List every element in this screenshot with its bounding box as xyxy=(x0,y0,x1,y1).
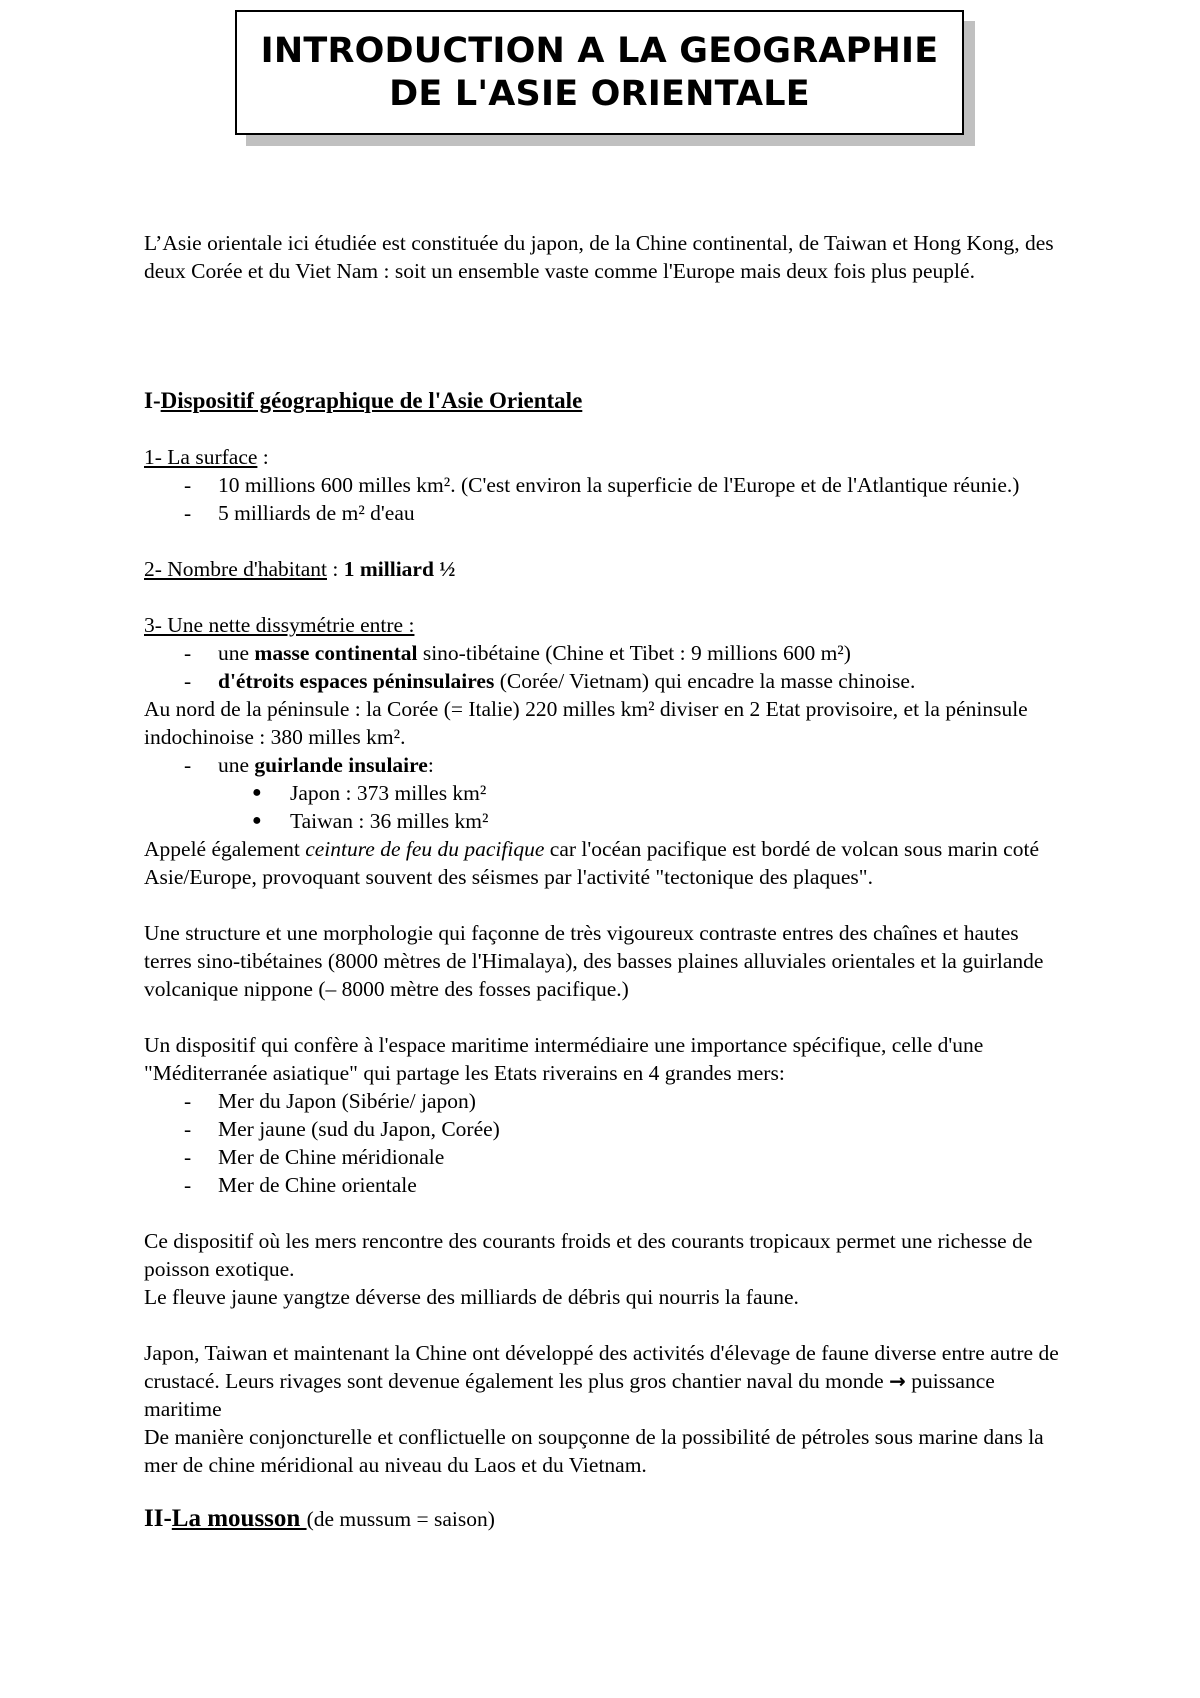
paragraph-text: Japon, Taiwan et maintenant la Chine ont développé des activités d'élevage de faune diverse entre autre de crustacé. Leurs rivages sont devenue également les plus gros chantier naval du monde xyxy=(144,1341,1059,1393)
islands-list xyxy=(144,779,1064,835)
surface-heading-suffix: : xyxy=(257,445,269,469)
peninsule-note: Au nord de la péninsule : la Corée (= Italie) 220 milles km² diviser en 2 Etat provisoire, et la péninsule indochinoise : 380 milles km². xyxy=(144,697,1028,749)
list-item xyxy=(144,639,1064,667)
ceinture-paragraph xyxy=(144,835,1064,891)
arrow-right-icon: → xyxy=(889,1369,906,1393)
dissymetrie-heading: 3- Une nette dissymétrie entre : xyxy=(144,613,415,637)
guirlande-list xyxy=(144,751,1064,779)
dissymetrie-list xyxy=(144,639,1064,695)
item-bold-text: masse continental xyxy=(254,641,418,665)
list-item xyxy=(144,751,1064,779)
list-item: - Mer de Chine orientale xyxy=(144,1171,1064,1199)
habitants-value: 1 milliard ½ xyxy=(343,557,456,581)
title-line-1: INTRODUCTION A LA GEOGRAPHIE xyxy=(260,30,939,71)
petrole-paragraph: De manière conjoncturelle et conflictuelle on soupçonne de la possibilité de pétroles sous marine dans la mer de chine méridional au niveau du Laos et du Vietnam. xyxy=(144,1425,1044,1477)
paragraph-italic-text: ceinture de feu du pacifique xyxy=(305,837,545,861)
habitants-sep: : xyxy=(327,557,344,581)
list-item: - Mer de Chine méridionale xyxy=(144,1143,1064,1171)
habitants-heading: 2- Nombre d'habitant xyxy=(144,557,327,581)
mers-list xyxy=(144,1087,1064,1199)
dispositif-paragraph: Un dispositif qui confère à l'espace maritime intermédiaire une importance spécifique, celle d'une "Méditerranée asiatique" qui partage les Etats riverains en 4 grandes mers: xyxy=(144,1033,984,1085)
document-body xyxy=(144,229,1064,1535)
title-box xyxy=(235,10,964,135)
section-1-title: Dispositif géographique de l'Asie Orientale xyxy=(160,388,583,413)
intro-paragraph: L’Asie orientale ici étudiée est constituée du japon, de la Chine continental, de Taiwan et Hong Kong, des deux Corée et du Viet Nam : soit un ensemble vaste comme l'Europe mais deux fois plus peuplé. xyxy=(144,231,1054,283)
section-2-note: (de mussum = saison) xyxy=(306,1507,495,1531)
item-text: une xyxy=(218,641,255,665)
list-item: - 5 milliards de m² d'eau xyxy=(144,499,1064,527)
item-text: une xyxy=(218,753,255,777)
section-1-number: I- xyxy=(144,388,161,413)
surface-list xyxy=(144,471,1064,527)
courants-paragraph: Ce dispositif où les mers rencontre des courants froids et des courants tropicaux permet une richesse de poisson exotique. xyxy=(144,1229,1033,1281)
section-1-heading xyxy=(144,387,1064,415)
surface-heading-line xyxy=(144,443,1064,471)
title-line-2: DE L'ASIE ORIENTALE xyxy=(389,73,810,114)
list-item: - Mer jaune (sud du Japon, Corée) xyxy=(144,1115,1064,1143)
surface-heading: 1- La surface xyxy=(144,445,258,469)
section-2-heading xyxy=(144,1503,1064,1535)
elevage-paragraph xyxy=(144,1339,1064,1423)
paragraph-text: Appelé également xyxy=(144,837,306,861)
list-item: - Mer du Japon (Sibérie/ japon) xyxy=(144,1087,1064,1115)
item-text: : xyxy=(427,753,434,777)
list-item: ● Japon : 373 milles km² xyxy=(144,779,1064,807)
structure-paragraph: Une structure et une morphologie qui façonne de très vigoureux contraste entres des chaînes et hautes terres sino-tibétaines (8000 mètres de l'Himalaya), des basses plaines alluviales orientales et la guirlande volcanique nippone (– 8000 mètre des fosses pacifique.) xyxy=(144,921,1044,1001)
item-text: (Corée/ Vietnam) qui encadre la masse chinoise. xyxy=(494,669,916,693)
section-2-number: II- xyxy=(144,1505,172,1532)
item-text: sino-tibétaine (Chine et Tibet : 9 millions 600 m²) xyxy=(417,641,851,665)
section-2-title: La mousson xyxy=(171,1505,307,1532)
paragraph-text: car l'océan pacifique est bordé de volcan sous marin coté Asie/Europe, provoquant souvent des séismes par l'activité "tectonique des plaques". xyxy=(144,837,1039,889)
fleuve-paragraph: Le fleuve jaune yangtze déverse des milliards de débris qui nourris la faune. xyxy=(144,1285,799,1309)
list-item: - 10 millions 600 milles km². (C'est environ la superficie de l'Europe et de l'Atlantique réunie.) xyxy=(144,471,1064,499)
paragraph-text: puissance maritime xyxy=(144,1369,995,1421)
habitants-line xyxy=(144,555,1064,583)
item-bold-text: guirlande insulaire xyxy=(254,753,428,777)
item-bold-text: d'étroits espaces péninsulaires xyxy=(218,669,495,693)
list-item xyxy=(144,667,1064,695)
list-item: ● Taiwan : 36 milles km² xyxy=(144,807,1064,835)
